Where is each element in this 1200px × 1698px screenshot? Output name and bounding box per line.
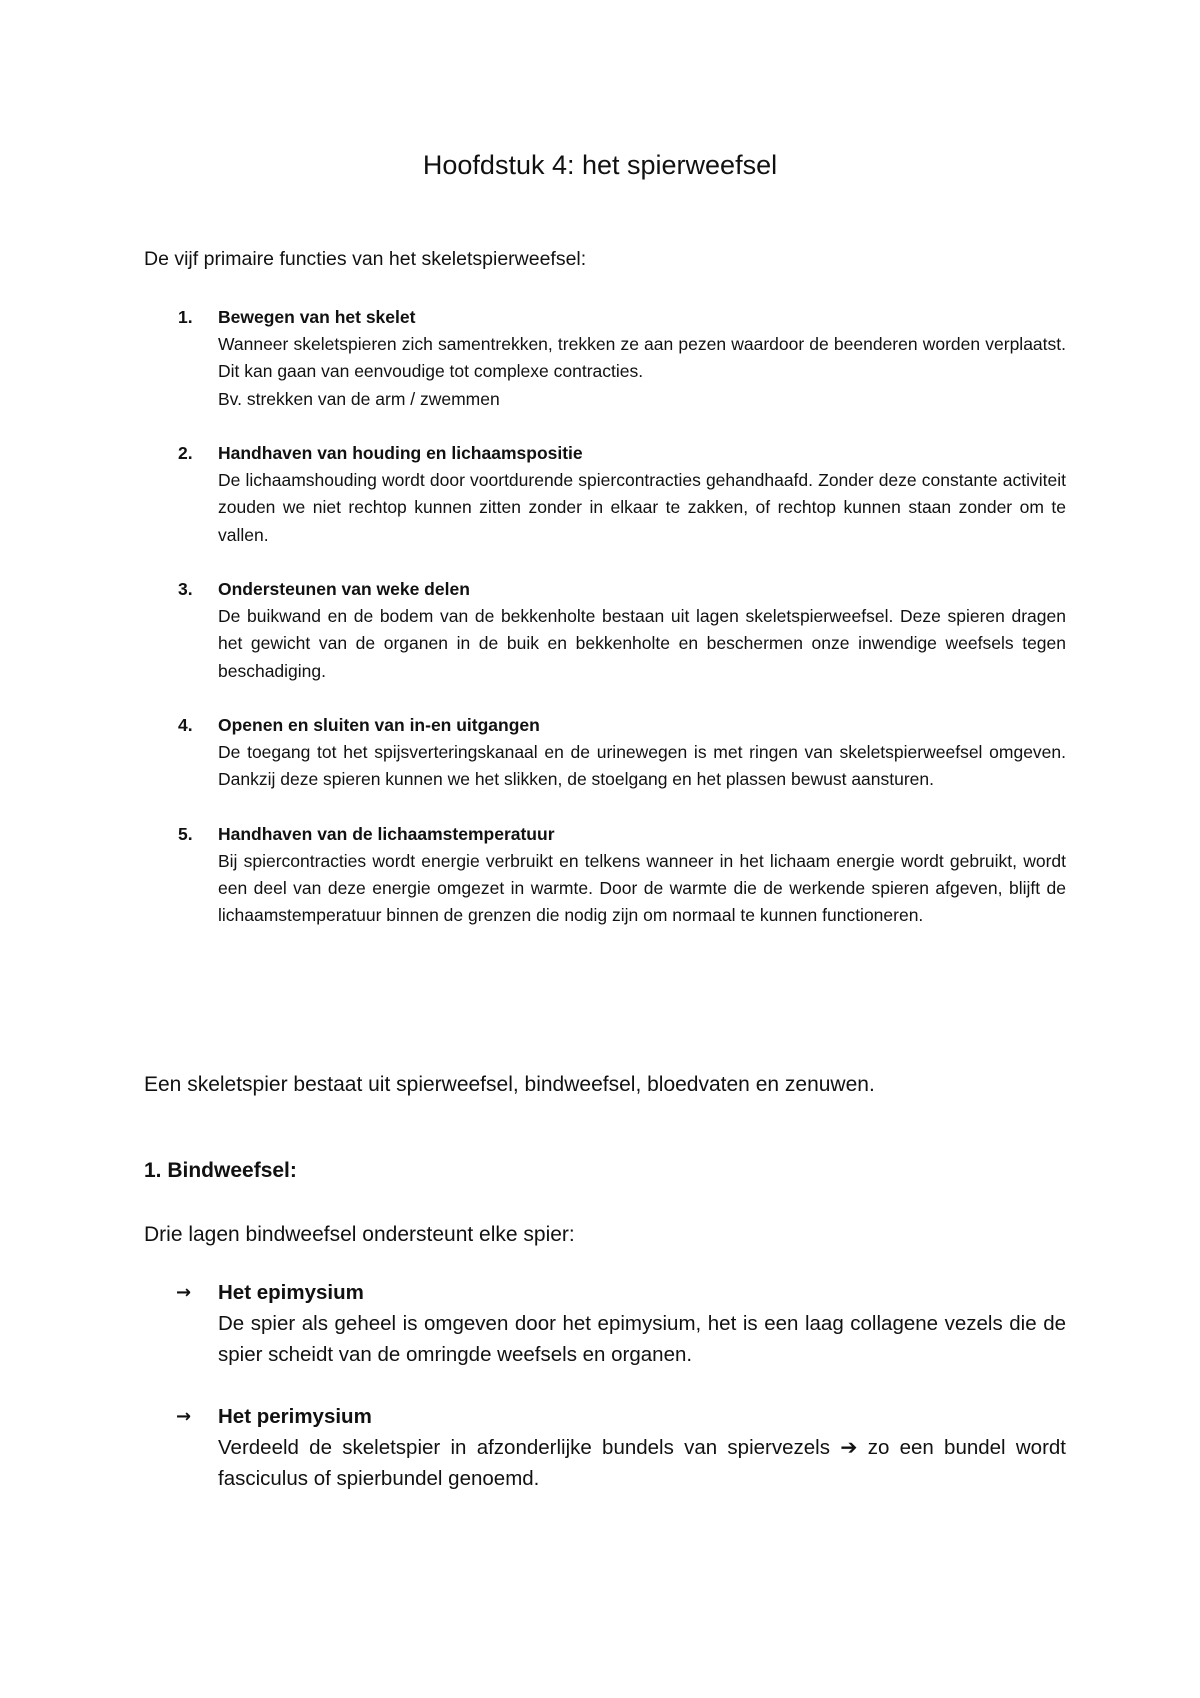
function-heading: Openen en sluiten van in-en uitgangen bbox=[218, 715, 540, 735]
function-number: 5. bbox=[178, 823, 193, 844]
function-heading: Bewegen van het skelet bbox=[218, 307, 416, 327]
function-item-5 bbox=[144, 821, 1066, 930]
page-title: Hoofdstuk 4: het spierweefsel bbox=[422, 150, 778, 180]
skeletal-muscle-summary: Een skeletspier bestaat uit spierweefsel, bindweefsel, bloedvaten en zenuwen. bbox=[144, 1073, 875, 1096]
function-number: 3. bbox=[178, 579, 193, 599]
arrow-right-icon: → bbox=[176, 1406, 192, 1427]
function-number: 1. bbox=[178, 307, 193, 327]
section-intro: Drie lagen bindweefsel ondersteunt elke spier: bbox=[144, 1223, 575, 1246]
function-number: 2. bbox=[178, 443, 193, 463]
function-number: 4. bbox=[178, 715, 193, 735]
function-text: De buikwand en de bodem van de bekkenholte bestaan uit lagen skeletspierweefsel. Deze spieren dragen het gewicht van de organen in de buik en bekkenholte en beschermen onze inwendige weefsels tegen beschadiging. bbox=[218, 606, 1066, 681]
function-text: Wanneer skeletspieren zich samentrekken, trekken ze aan pezen waardoor de beenderen worden verplaatst. Dit kan gaan van eenvoudige tot complexe contracties. bbox=[218, 334, 1066, 382]
layer-text bbox=[218, 1432, 1066, 1494]
layer-text-after: zo een bundel wordt fasciculus of spierbundel genoemd. bbox=[218, 1436, 1066, 1490]
function-heading: Ondersteunen van weke delen bbox=[218, 579, 470, 599]
connective-layers-list bbox=[144, 1277, 1066, 1525]
layer-item-perimysium bbox=[144, 1401, 1066, 1494]
layer-heading: Het epimysium bbox=[218, 1281, 364, 1304]
functions-list bbox=[144, 304, 1066, 957]
function-example: Bv. strekken van de arm / zwemmen bbox=[218, 388, 500, 409]
function-heading: Handhaven van houding en lichaamspositie bbox=[218, 443, 583, 463]
function-item-3 bbox=[144, 576, 1066, 685]
function-item-2 bbox=[144, 440, 1066, 549]
function-text: De lichaamshouding wordt door voortdurende spiercontracties gehandhaafd. Zonder deze constante activiteit zouden we niet rechtop kunnen zitten zonder in elkaar te zakken, of rechtop kunnen staan zonder om te vallen. bbox=[218, 470, 1066, 545]
function-item-4 bbox=[144, 712, 1066, 794]
layer-text: De spier als geheel is omgeven door het epimysium, het is een laag collagene vezels die de spier scheidt van de omringde weefsels en organen. bbox=[218, 1312, 1066, 1366]
functions-intro: De vijf primaire functies van het skeletspierweefsel: bbox=[144, 248, 587, 270]
arrow-right-icon: → bbox=[176, 1282, 192, 1303]
inline-arrow-icon: ➔ bbox=[840, 1435, 858, 1459]
layer-text-before: Verdeeld de skeletspier in afzonderlijke bundels van spiervezels bbox=[218, 1436, 830, 1459]
function-heading: Handhaven van de lichaamstemperatuur bbox=[218, 823, 555, 844]
layer-item-epimysium bbox=[144, 1277, 1066, 1370]
function-text: De toegang tot het spijsverteringskanaal en de urinewegen is met ringen van skeletspierweefsel omgeven. Dankzij deze spieren kunnen we het slikken, de stoelgang en het plassen bewust aansturen. bbox=[218, 742, 1066, 790]
function-text: Bij spiercontracties wordt energie verbruikt en telkens wanneer in het lichaam energie wordt gebruikt, wordt een deel van deze energie omgezet in warmte. Door de warmte die de werkende spieren afgeven, blijft de lichaamstemperatuur binnen de grenzen die nodig zijn om normaal te kunnen functioneren. bbox=[218, 851, 1066, 926]
section-heading-bindweefsel: 1. Bindweefsel: bbox=[144, 1159, 297, 1182]
function-item-1 bbox=[144, 304, 1066, 413]
layer-heading: Het perimysium bbox=[218, 1405, 372, 1428]
